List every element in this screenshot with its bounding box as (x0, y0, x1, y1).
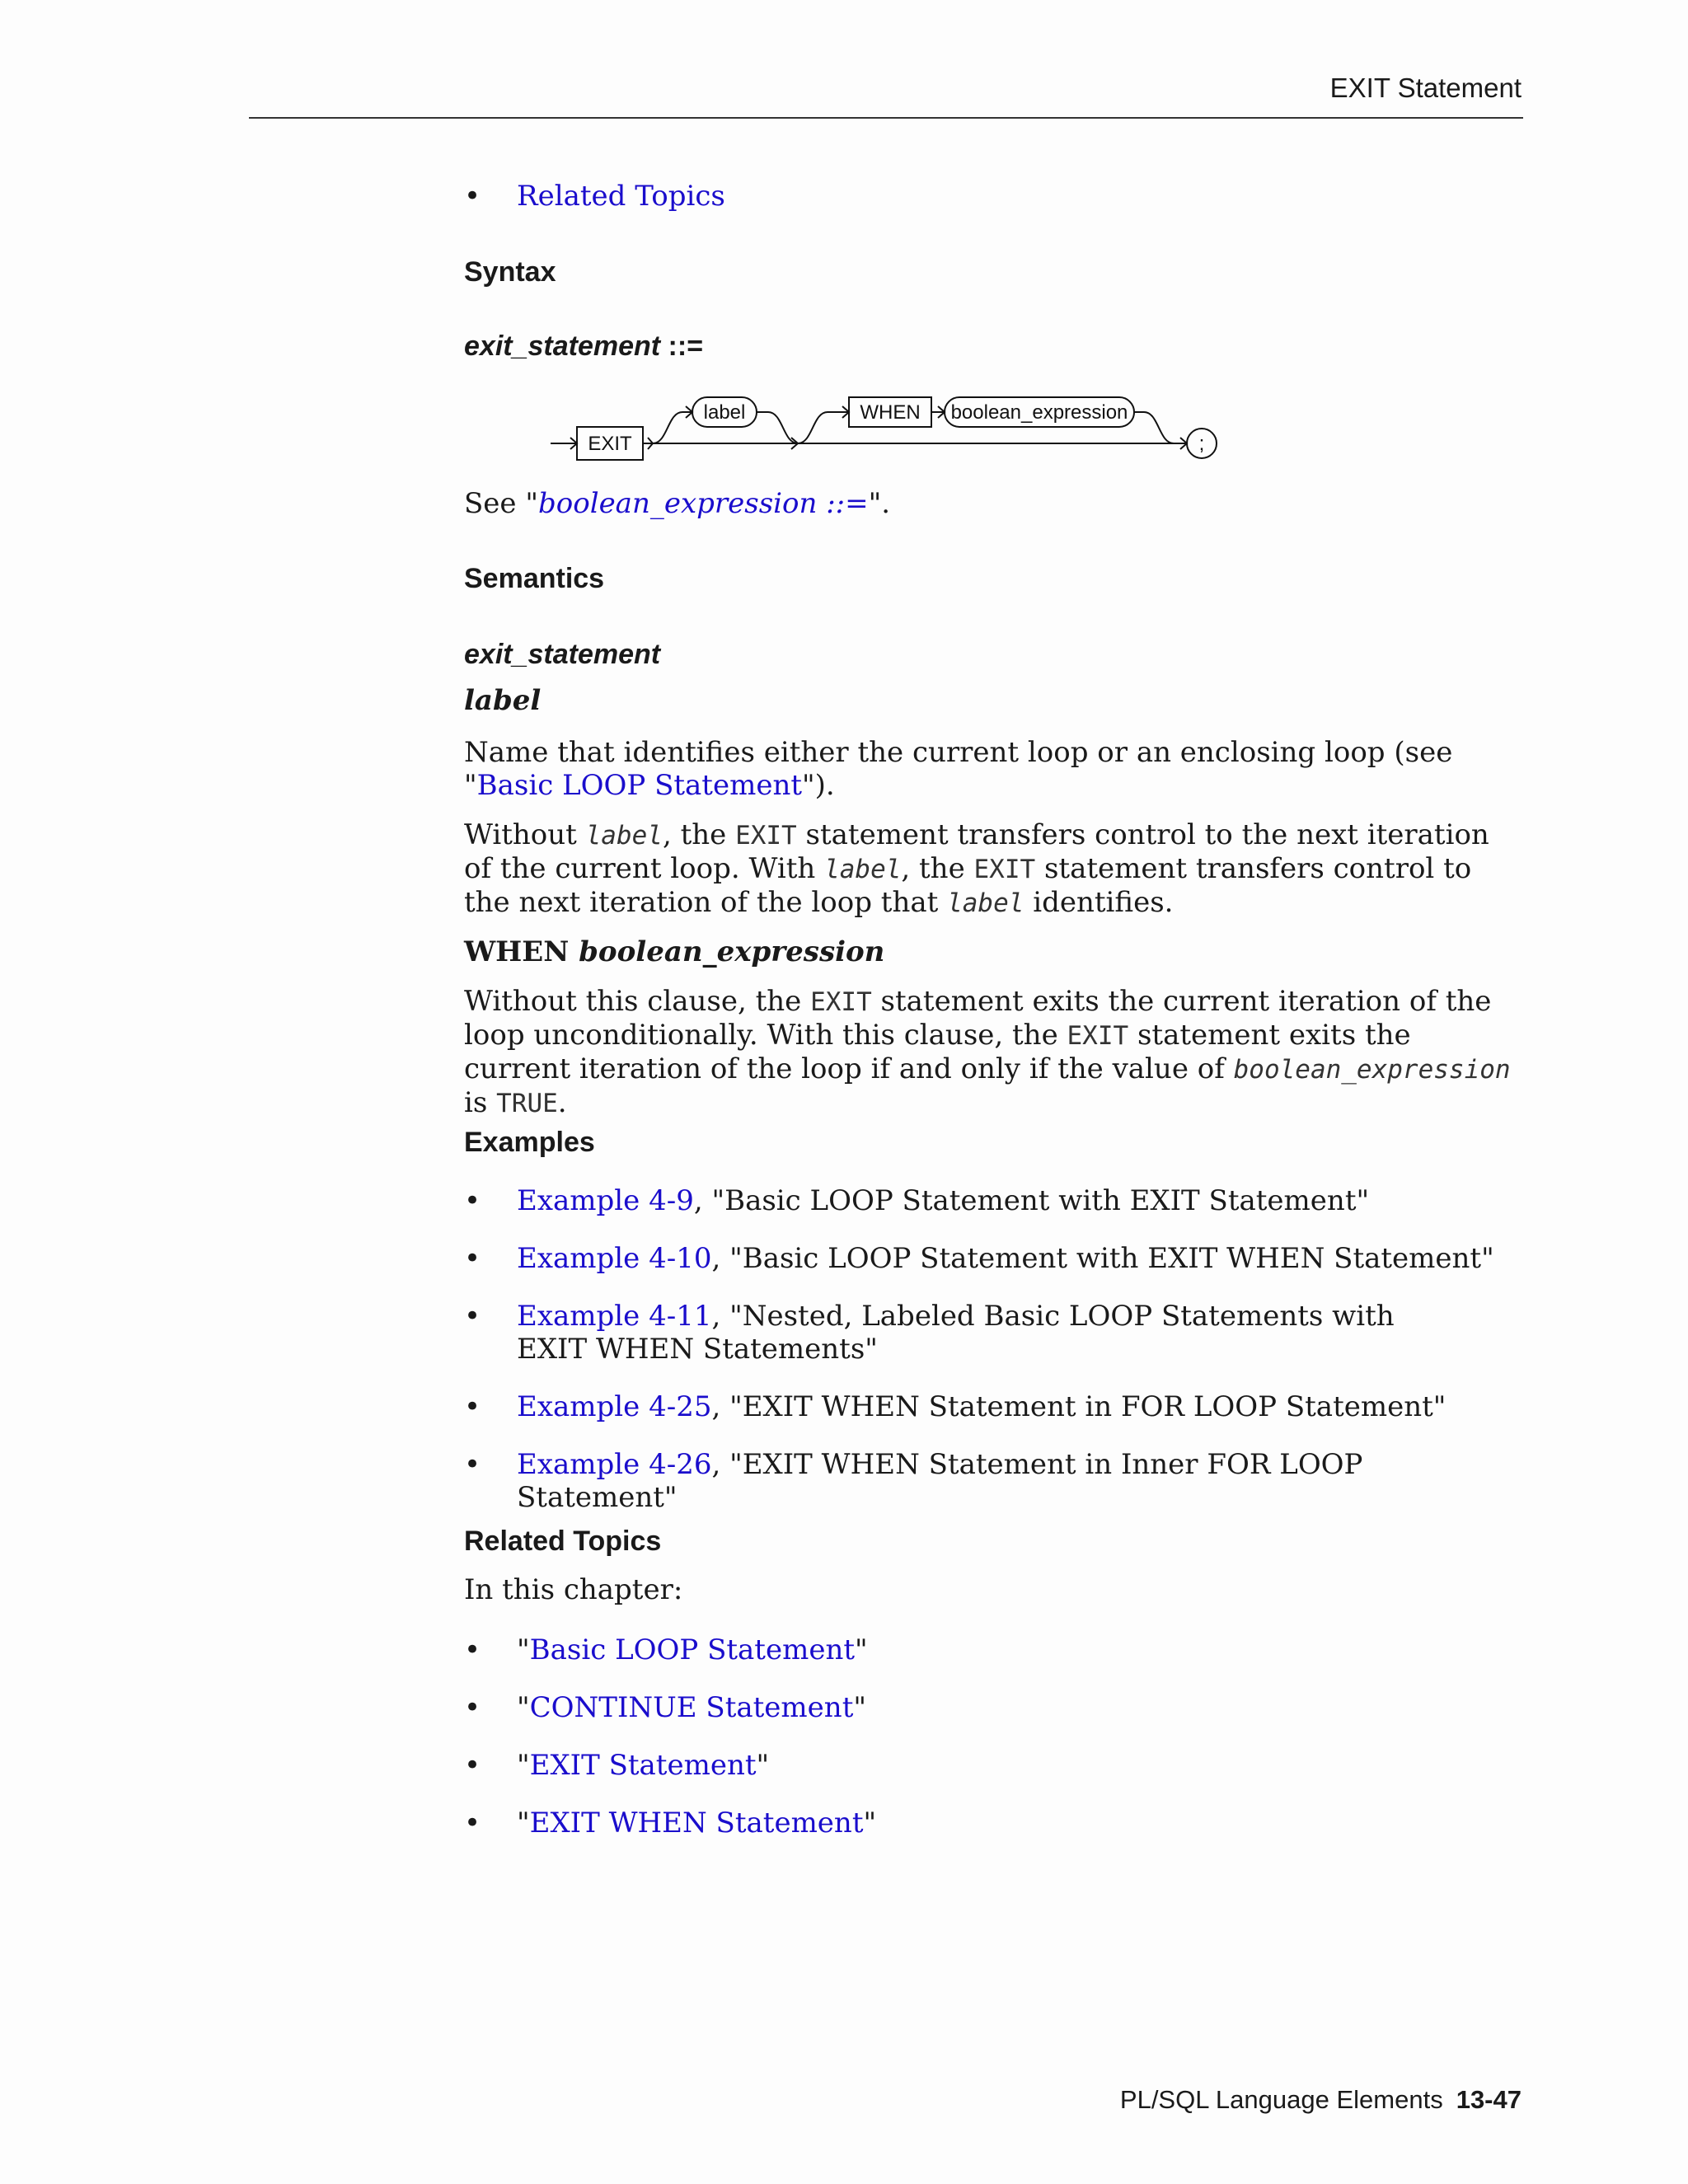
related-link[interactable]: EXIT Statement (529, 1749, 757, 1782)
bullet-icon: • (464, 1448, 481, 1481)
example-link[interactable]: Example 4-9 (517, 1184, 694, 1217)
label-term: label (703, 401, 746, 424)
related-topics-link[interactable]: Related Topics (517, 180, 725, 213)
when-paragraph: Without this clause, the EXIT statement exits the current iteration of the loop unconditionally. With this clause, the EXIT statement exits the current iteration of the loop if and only if the value of boolean_expression is TRUE. (464, 985, 1511, 1119)
related-link[interactable]: CONTINUE Statement (529, 1691, 854, 1724)
when-term-heading: WHEN boolean_expression (464, 935, 885, 968)
running-header: EXIT Statement (1329, 73, 1522, 103)
when-keyword: WHEN (860, 401, 921, 424)
boolean-expression-term: boolean_expression (950, 401, 1128, 424)
related-intro: In this chapter: (464, 1573, 683, 1606)
header-rule (249, 117, 1523, 119)
bullet-icon: • (464, 1242, 481, 1275)
page-number: 13-47 (1456, 2085, 1522, 2114)
bullet-icon: • (464, 1807, 481, 1840)
semantics-heading: Semantics (464, 563, 605, 594)
semicolon-term: ; (1198, 433, 1205, 455)
bullet-icon: • (464, 1390, 481, 1423)
example-link[interactable]: Example 4-10 (517, 1242, 712, 1275)
label-paragraph-2: Without label, the EXIT statement transfers control to the next iteration of the current loop. With label, the EXIT statement transfers control to the next iteration of the loop that label identifies. (464, 818, 1489, 919)
basic-loop-link[interactable]: Basic LOOP Statement (476, 769, 803, 802)
related-topics-heading: Related Topics (464, 1526, 662, 1557)
bullet-icon: • (464, 1300, 481, 1333)
label-term-heading: label (464, 684, 542, 717)
related-link[interactable]: EXIT WHEN Statement (529, 1807, 864, 1840)
exit-keyword: EXIT (588, 433, 632, 455)
related-link[interactable]: Basic LOOP Statement (529, 1633, 856, 1666)
bullet-icon: • (464, 1184, 481, 1217)
syntax-diagram (536, 383, 1236, 474)
syntax-heading: Syntax (464, 256, 556, 288)
example-link[interactable]: Example 4-25 (517, 1390, 712, 1423)
bullet-icon: • (464, 1633, 481, 1666)
bullet-icon: • (464, 1749, 481, 1782)
example-link[interactable]: Example 4-11 (517, 1300, 712, 1333)
footer-book-title: PL/SQL Language Elements (1119, 2085, 1443, 2114)
bullet-icon: • (464, 1691, 481, 1724)
see-paragraph: See "boolean_expression ::=". (464, 487, 891, 520)
page-footer (1120, 2085, 1522, 2115)
bullet-icon: • (464, 180, 481, 213)
examples-heading: Examples (464, 1127, 595, 1158)
label-paragraph-1: Name that identifies either the current loop or an enclosing loop (see "Basic LOOP Statement"). (464, 736, 1453, 802)
boolean-expression-link[interactable]: boolean_expression ::= (537, 487, 869, 520)
semantics-subheading: exit_statement (464, 639, 661, 670)
example-link[interactable]: Example 4-26 (517, 1448, 712, 1481)
syntax-rule-name: exit_statement ::= (464, 330, 704, 362)
